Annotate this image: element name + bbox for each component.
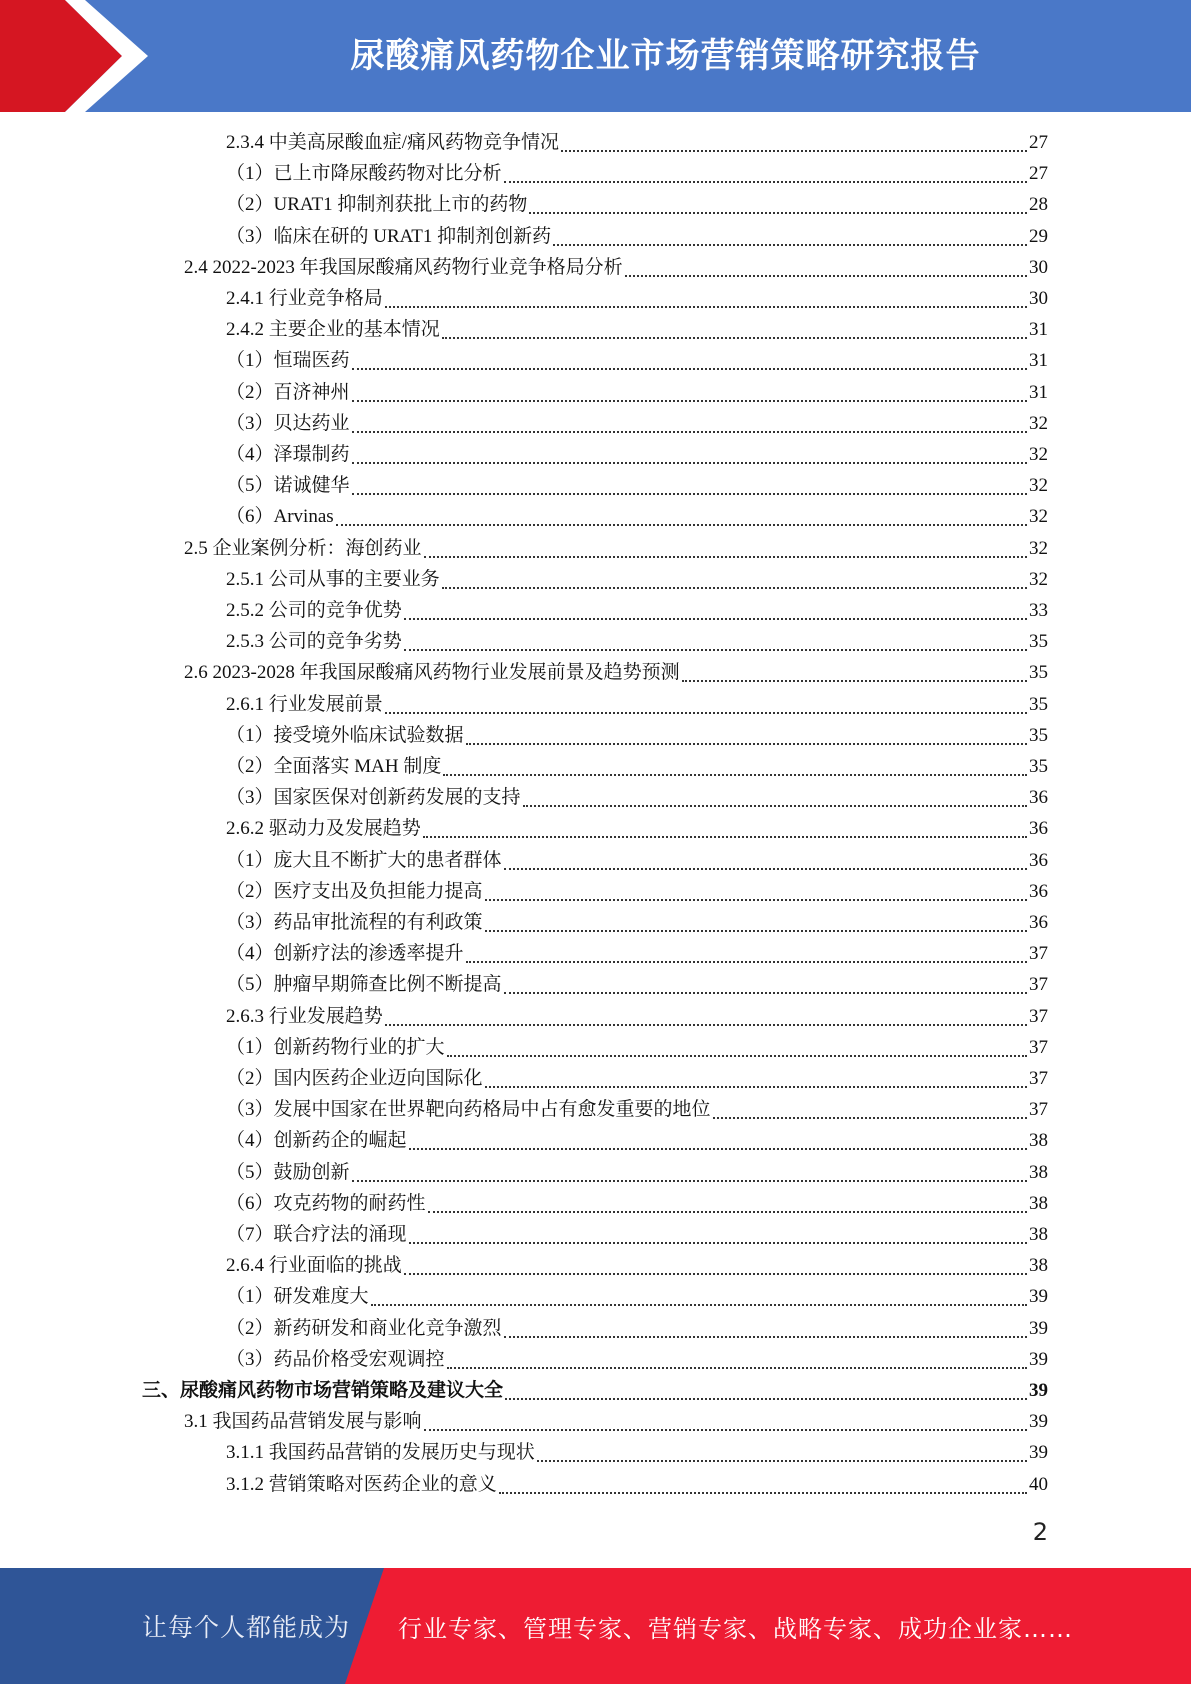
toc-entry-title: （6）Arvinas: [226, 506, 334, 527]
toc-dot-leader: [352, 430, 1027, 433]
toc-dot-leader: [352, 1179, 1027, 1182]
toc-entry-title: 2.4 2022-2023 年我国尿酸痛风药物行业竞争格局分析: [184, 257, 623, 278]
toc-entry-title: （2）URAT1 抑制剂获批上市的药物: [226, 194, 528, 215]
toc-entry[interactable]: [226, 1157, 1048, 1188]
toc-entry-page: 37: [1029, 1037, 1048, 1058]
toc-dot-leader: [423, 835, 1027, 838]
page-number: 2: [1032, 1518, 1048, 1546]
toc-entry[interactable]: [226, 1063, 1048, 1094]
toc-entry-title: （3）贝达药业: [226, 413, 350, 434]
toc-entry-page: 32: [1029, 506, 1048, 527]
toc-dot-leader: [523, 804, 1027, 807]
toc-entry-title: （2）新药研发和商业化竞争激烈: [226, 1318, 502, 1339]
toc-entry[interactable]: [226, 845, 1048, 876]
toc-entry-title: 2.6.1 行业发展前景: [226, 694, 383, 715]
toc-entry[interactable]: [226, 1281, 1048, 1312]
toc-entry-page: 38: [1029, 1224, 1048, 1245]
report-title: 尿酸痛风药物企业市场营销策略研究报告: [350, 35, 981, 76]
toc-dot-leader: [409, 1147, 1027, 1150]
toc-entry-title: 2.5.1 公司从事的主要业务: [226, 569, 440, 590]
toc-entry-title: （5）诺诚健华: [226, 475, 350, 496]
toc-entry-page: 37: [1029, 1099, 1048, 1120]
toc-entry[interactable]: [184, 1406, 1048, 1437]
toc-entry-page: 38: [1029, 1255, 1048, 1276]
toc-entry[interactable]: [226, 782, 1048, 813]
toc-dot-leader: [442, 336, 1027, 339]
toc-dot-leader: [447, 1054, 1027, 1057]
toc-dot-leader: [504, 867, 1027, 870]
toc-entry-page: 37: [1029, 1068, 1048, 1089]
toc-entry-title: （2）医疗支出及负担能力提高: [226, 881, 483, 902]
toc-entry-page: 35: [1029, 631, 1048, 652]
toc-entry[interactable]: [226, 1437, 1048, 1468]
toc-entry-page: 31: [1029, 350, 1048, 371]
toc-entry-title: （1）恒瑞医药: [226, 350, 350, 371]
toc-entry[interactable]: [226, 876, 1048, 907]
toc-entry[interactable]: [226, 1469, 1048, 1500]
toc-entry-title: 2.3.4 中美高尿酸血症/痛风药物竞争情况: [226, 132, 560, 153]
toc-entry[interactable]: [226, 689, 1048, 720]
toc-entry[interactable]: [226, 595, 1048, 626]
toc-entry-title: （5）肿瘤早期筛查比例不断提高: [226, 974, 502, 995]
toc-dot-leader: [713, 1116, 1027, 1119]
toc-entry[interactable]: [226, 938, 1048, 969]
toc-entry-page: 32: [1029, 475, 1048, 496]
toc-entry-page: 31: [1029, 319, 1048, 340]
toc-entry[interactable]: [226, 439, 1048, 470]
toc-entry-page: 40: [1029, 1474, 1048, 1495]
toc-dot-leader: [537, 1459, 1027, 1462]
toc-entry[interactable]: [226, 1094, 1048, 1125]
toc-entry-title: 三、尿酸痛风药物市场营销策略及建议大全: [142, 1380, 504, 1401]
toc-dot-leader: [352, 492, 1027, 495]
toc-entry-page: 39: [1029, 1318, 1048, 1339]
toc-entry-page: 38: [1029, 1162, 1048, 1183]
toc-entry[interactable]: [226, 221, 1048, 252]
toc-entry-page: 37: [1029, 974, 1048, 995]
toc-entry-title: （3）药品价格受宏观调控: [226, 1349, 445, 1370]
toc-entry[interactable]: [226, 1219, 1048, 1250]
footer-slogan-left: 让每个人都能成为: [142, 1613, 351, 1642]
toc-entry-page: 30: [1029, 288, 1048, 309]
toc-entry[interactable]: [226, 408, 1048, 439]
toc-entry-title: （3）发展中国家在世界靶向药格局中占有愈发重要的地位: [226, 1099, 711, 1120]
toc-entry-title: （6）攻克药物的耐药性: [226, 1193, 426, 1214]
toc-dot-leader: [409, 1241, 1027, 1244]
toc-dot-leader: [428, 1210, 1027, 1213]
toc-entry[interactable]: [226, 720, 1048, 751]
toc-entry-title: （4）创新疗法的渗透率提升: [226, 943, 464, 964]
toc-entry[interactable]: [226, 1001, 1048, 1032]
toc-dot-leader: [371, 1303, 1027, 1306]
toc-entry-page: 36: [1029, 787, 1048, 808]
toc-entry[interactable]: [226, 907, 1048, 938]
toc-entry-title: （5）鼓励创新: [226, 1162, 350, 1183]
toc-entry-title: 2.5.2 公司的竞争优势: [226, 600, 402, 621]
toc-entry-page: 30: [1029, 257, 1048, 278]
toc-dot-leader: [424, 555, 1027, 558]
toc-entry-title: 2.6.4 行业面临的挑战: [226, 1255, 402, 1276]
toc-entry[interactable]: [184, 657, 1048, 688]
toc-entry-title: （1）接受境外临床试验数据: [226, 725, 464, 746]
toc-entry-page: 39: [1029, 1286, 1048, 1307]
toc-entry-page: 35: [1029, 725, 1048, 746]
toc-dot-leader: [504, 991, 1027, 994]
toc-entry[interactable]: [226, 813, 1048, 844]
toc-entry-page: 39: [1029, 1380, 1048, 1401]
toc-entry[interactable]: [226, 1188, 1048, 1219]
toc-entry-title: 2.6 2023-2028 年我国尿酸痛风药物行业发展前景及趋势预测: [184, 662, 680, 683]
toc-dot-leader: [553, 243, 1027, 246]
toc-dot-leader: [466, 742, 1027, 745]
toc-entry[interactable]: [226, 1344, 1048, 1375]
toc-dot-leader: [561, 149, 1027, 152]
toc-dot-leader: [336, 523, 1027, 526]
toc-entry-title: （3）药品审批流程的有利政策: [226, 912, 483, 933]
toc-entry-title: 2.6.2 驱动力及发展趋势: [226, 818, 421, 839]
footer-banner: [0, 1568, 1191, 1684]
toc-entry-title: 3.1.2 营销策略对医药企业的意义: [226, 1474, 497, 1495]
toc-entry-title: 2.5.3 公司的竞争劣势: [226, 631, 402, 652]
toc-dot-leader: [504, 180, 1027, 183]
toc-entry-page: 37: [1029, 943, 1048, 964]
toc-entry-title: （7）联合疗法的涌现: [226, 1224, 407, 1245]
toc-dot-leader: [442, 586, 1027, 589]
toc-entry-title: （4）泽璟制药: [226, 444, 350, 465]
toc-dot-leader: [504, 1335, 1027, 1338]
toc-dot-leader: [352, 367, 1027, 370]
toc-entry[interactable]: [226, 189, 1048, 220]
toc-entry[interactable]: [226, 283, 1048, 314]
toc-dot-leader: [352, 461, 1027, 464]
toc-entry-title: （4）创新药企的崛起: [226, 1130, 407, 1151]
toc-entry-title: 2.5 企业案例分析：海创药业: [184, 538, 422, 559]
toc-entry-page: 29: [1029, 226, 1048, 247]
toc-entry-title: （2）国内医药企业迈向国际化: [226, 1068, 483, 1089]
toc-entry[interactable]: [226, 470, 1048, 501]
toc-entry-title: 2.4.2 主要企业的基本情况: [226, 319, 440, 340]
toc-dot-leader: [404, 617, 1027, 620]
toc-entry[interactable]: [226, 1032, 1048, 1063]
toc-entry-page: 38: [1029, 1193, 1048, 1214]
toc-dot-leader: [352, 399, 1027, 402]
toc-entry[interactable]: [142, 1375, 1048, 1406]
toc-entry-page: 36: [1029, 818, 1048, 839]
toc-entry-title: （3）国家医保对创新药发展的支持: [226, 787, 521, 808]
toc-entry[interactable]: [226, 1250, 1048, 1281]
toc-entry-title: 3.1 我国药品营销发展与影响: [184, 1411, 422, 1432]
toc-dot-leader: [485, 898, 1027, 901]
toc-entry-title: （3）临床在研的 URAT1 抑制剂创新药: [226, 226, 552, 247]
toc-entry[interactable]: [226, 969, 1048, 1000]
toc-entry-title: （2）百济神州: [226, 382, 350, 403]
toc-entry-page: 28: [1029, 194, 1048, 215]
toc-entry-title: （2）全面落实 MAH 制度: [226, 756, 442, 777]
toc-entry[interactable]: [226, 1313, 1048, 1344]
toc-entry-title: 2.6.3 行业发展趋势: [226, 1006, 383, 1027]
toc-dot-leader: [385, 305, 1027, 308]
header-arrow-decoration: [0, 0, 160, 112]
toc-entry[interactable]: [184, 252, 1048, 283]
toc-dot-leader: [424, 1428, 1027, 1431]
toc-entry[interactable]: [184, 533, 1048, 564]
toc-entry[interactable]: [226, 158, 1048, 189]
toc-entry[interactable]: [226, 1125, 1048, 1156]
toc-entry[interactable]: [226, 751, 1048, 782]
toc-entry-page: 35: [1029, 694, 1048, 715]
toc-dot-leader: [505, 1397, 1027, 1400]
toc-dot-leader: [682, 679, 1027, 682]
toc-entry[interactable]: [226, 564, 1048, 595]
toc-dot-leader: [404, 648, 1027, 651]
toc-entry-page: 37: [1029, 1006, 1048, 1027]
toc-entry[interactable]: [226, 626, 1048, 657]
toc-entry[interactable]: [226, 501, 1048, 532]
toc-dot-leader: [499, 1491, 1027, 1494]
toc-dot-leader: [485, 1085, 1027, 1088]
toc-entry-page: 38: [1029, 1130, 1048, 1151]
toc-entry-page: 32: [1029, 413, 1048, 434]
toc-entry-page: 27: [1029, 132, 1048, 153]
header-banner: [0, 0, 1191, 112]
toc-entry-page: 36: [1029, 912, 1048, 933]
toc-dot-leader: [385, 1023, 1027, 1026]
toc-entry-page: 36: [1029, 881, 1048, 902]
toc-dot-leader: [443, 773, 1027, 776]
toc-dot-leader: [385, 711, 1027, 714]
toc-entry-page: 32: [1029, 444, 1048, 465]
toc-entry[interactable]: [226, 127, 1048, 158]
toc-entry-page: 27: [1029, 163, 1048, 184]
toc-entry-title: （1）研发难度大: [226, 1286, 369, 1307]
toc-dot-leader: [466, 960, 1027, 963]
toc-dot-leader: [529, 211, 1027, 214]
toc-entry-page: 31: [1029, 382, 1048, 403]
toc-dot-leader: [625, 274, 1027, 277]
toc-entry-page: 39: [1029, 1349, 1048, 1370]
toc-entry-title: 2.4.1 行业竞争格局: [226, 288, 383, 309]
toc-entry[interactable]: [226, 345, 1048, 376]
toc-entry[interactable]: [226, 377, 1048, 408]
toc-entry-page: 36: [1029, 850, 1048, 871]
toc-entry-page: 39: [1029, 1442, 1048, 1463]
toc-entry-title: （1）已上市降尿酸药物对比分析: [226, 163, 502, 184]
toc-dot-leader: [447, 1366, 1027, 1369]
toc-entry[interactable]: [226, 314, 1048, 345]
toc-entry-page: 35: [1029, 756, 1048, 777]
toc-entry-page: 35: [1029, 662, 1048, 683]
toc-entry-page: 32: [1029, 538, 1048, 559]
toc-entry-page: 33: [1029, 600, 1048, 621]
footer-slogan-right: 行业专家、管理专家、营销专家、战略专家、成功企业家……: [398, 1614, 1073, 1643]
toc-entry-title: （1）庞大且不断扩大的患者群体: [226, 850, 502, 871]
toc-entry-title: 3.1.1 我国药品营销的发展历史与现状: [226, 1442, 535, 1463]
toc-entry-page: 32: [1029, 569, 1048, 590]
toc-entry-page: 39: [1029, 1411, 1048, 1432]
toc-dot-leader: [404, 1272, 1027, 1275]
toc-dot-leader: [485, 929, 1027, 932]
toc-entry-title: （1）创新药物行业的扩大: [226, 1037, 445, 1058]
